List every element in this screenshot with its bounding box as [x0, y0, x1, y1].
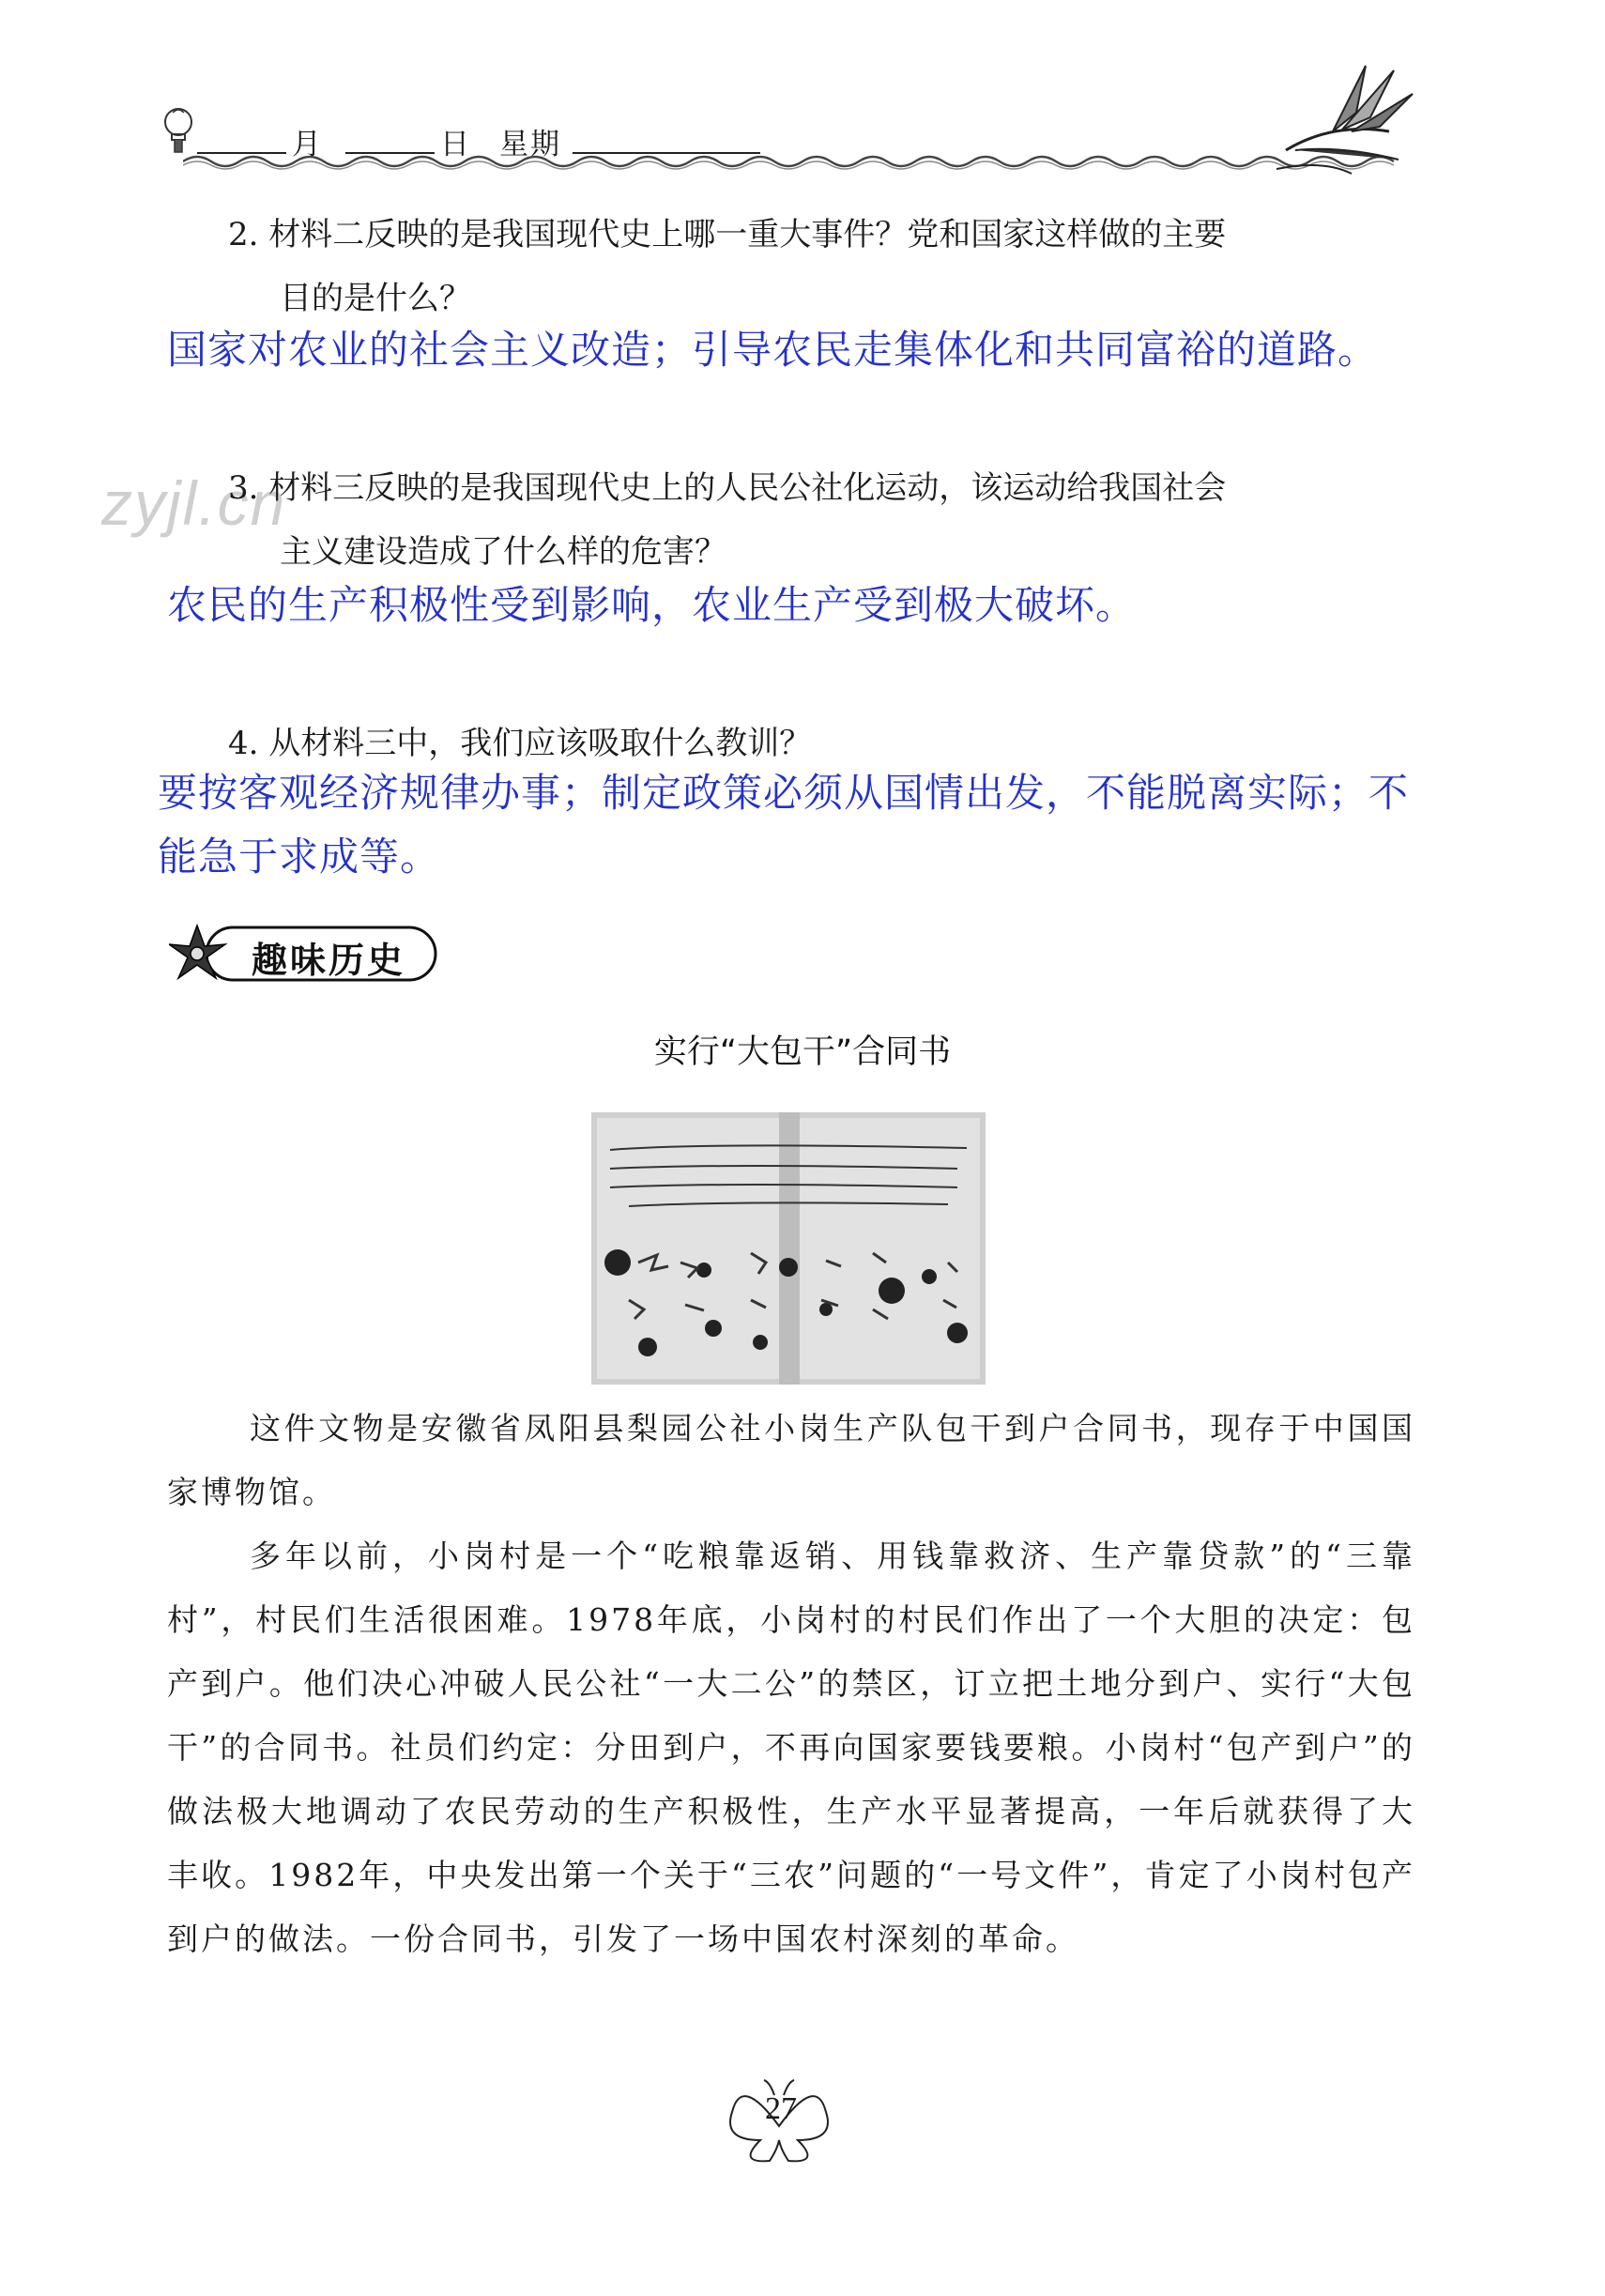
article-paragraph-2: 多年以前，小岗村是一个“吃粮靠返销、用钱靠救济、生产靠贷款”的“三靠村”，村民们生活很困难。1978年底，小岗村的村民们作出了一个大胆的决定：包产到户。他们决心冲破人民公社“一大二公”的禁区，订立把土地分到户、实行“大包干”的合同书。社员们约定：分田到户，不再向国家要钱要粮。小岗村“包产到户”的做法极大地调动了农民劳动的生产积极性，生产水平显著提高，一年后就获得了大丰收。1982年，中央发出第一个关于“三农”问题的“一号文件”，肯定了小岗村包产到户的做法。一份合同书，引发了一场中国农村深刻的革命。: [167, 1538, 1415, 1957]
question-3-line2: 主义建设造成了什么样的危害？: [280, 533, 726, 571]
question-3-line1: 3. 材料三反映的是我国现代史上的人民公社化运动，该运动给我国社会: [228, 469, 1227, 507]
contract-photo: [591, 1112, 986, 1385]
day-label: 日: [440, 128, 471, 161]
answer-3: 农民的生产积极性受到影响，农业生产受到极大破坏。: [167, 582, 1137, 628]
wavy-divider: [183, 150, 1403, 173]
question-2-line1: 2. 材料二反映的是我国现代史上哪一重大事件？党和国家这样做的主要: [228, 216, 1227, 253]
article-paragraph-1: 这件文物是安徽省凤阳县梨园公社小岗生产队包干到户合同书，现存于中国国家博物馆。: [167, 1410, 1415, 1510]
question-4-line1: 4. 从材料三中，我们应该吸取什么教训？: [228, 725, 812, 762]
page-number: 27: [765, 2091, 797, 2126]
answer-4-line1: 要按客观经济规律办事；制定政策必须从国情出发，不能脱离实际；不: [158, 770, 1410, 816]
question-2-line2: 目的是什么？: [280, 280, 471, 317]
bird-of-paradise-flower-icon: [1276, 56, 1427, 182]
article-title: 实行“大包干”合同书: [653, 1033, 952, 1071]
section-title: 趣味历史: [252, 940, 406, 981]
answer-2: 国家对农业的社会主义改造；引导农民走集体化和共同富裕的道路。: [167, 327, 1379, 373]
watermark: zyjl.cn: [101, 468, 287, 538]
answer-4-line2: 能急于求成等。: [158, 834, 441, 880]
weekday-label: 星期: [499, 128, 561, 161]
month-label: 月: [292, 128, 323, 161]
